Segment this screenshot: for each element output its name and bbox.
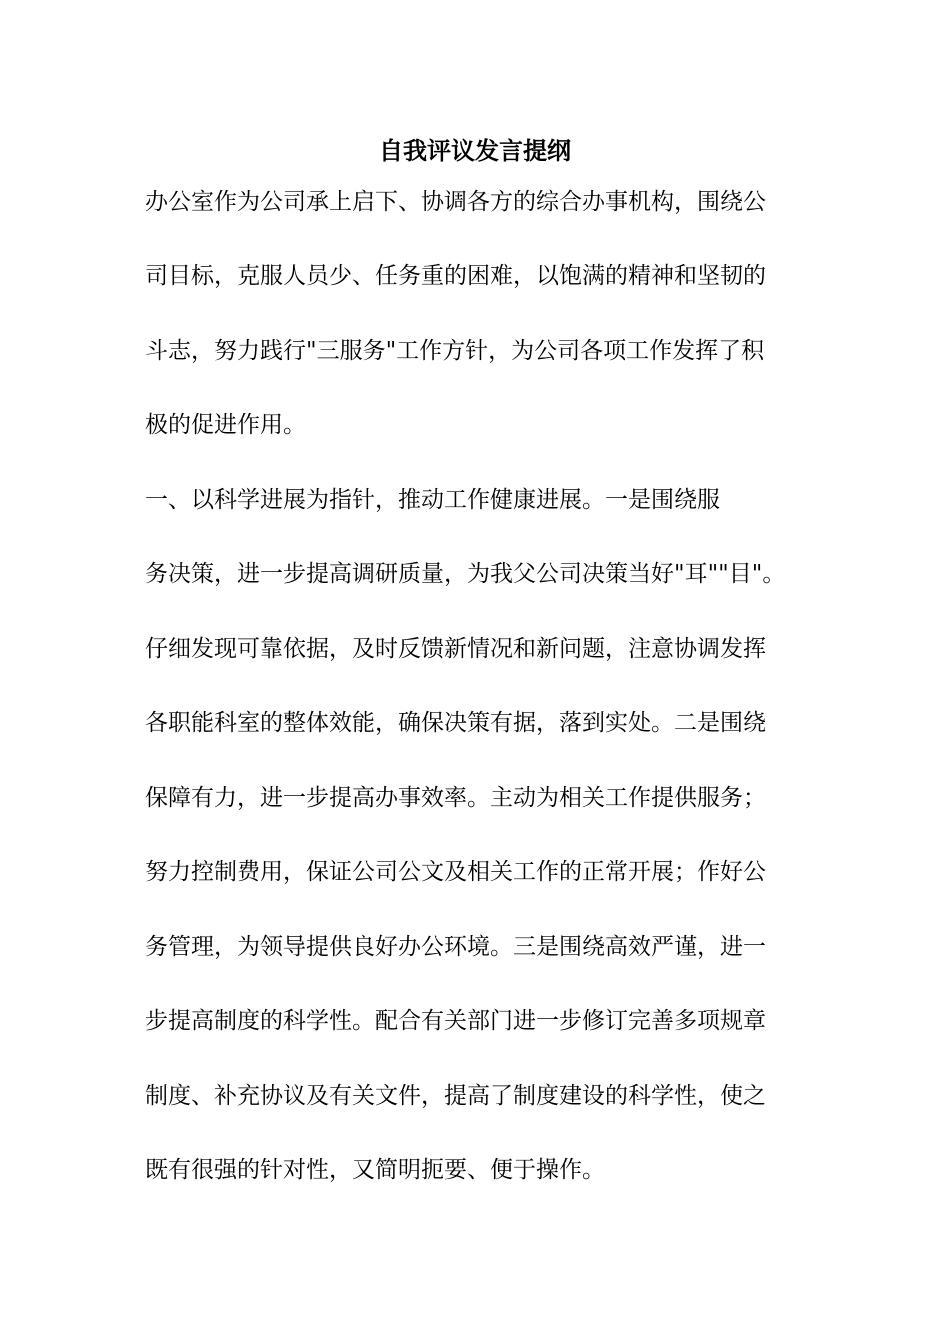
paragraph-line: 仔细发现可靠依据，及时反馈新情况和新问题，注意协调发挥 <box>145 636 766 662</box>
paragraph-line: 制度、补充协议及有关文件，提高了制度建设的科学性，使之 <box>145 1083 766 1109</box>
paragraph-line: 极的促进作用。 <box>145 412 306 438</box>
paragraph-line: 既有很强的针对性，又简明扼要、便于操作。 <box>145 1157 605 1183</box>
paragraph-line: 一、以科学进展为指针，推动工作健康进展。一是围绕服 <box>145 487 720 513</box>
paragraph-line: 斗志，努力践行"三服务"工作方针，为公司各项工作发挥了积 <box>145 338 765 364</box>
paragraph-line: 保障有力，进一步提高办事效率。主动为相关工作提供服务； <box>145 785 766 811</box>
paragraph-line: 务决策，进一步提高调研质量，为我父公司决策当好"耳""目"。 <box>145 561 786 587</box>
document-title: 自我评议发言提纲 <box>379 136 571 165</box>
paragraph-line: 办公室作为公司承上启下、协调各方的综合办事机构，围绕公 <box>145 189 766 215</box>
paragraph-line: 步提高制度的科学性。配合有关部门进一步修订完善多项规章 <box>145 1008 766 1034</box>
paragraph-line: 务管理，为领导提供良好办公环境。三是围绕高效严谨，进一 <box>145 934 766 960</box>
paragraph-line: 各职能科室的整体效能，确保决策有据，落到实处。二是围绕 <box>145 710 766 736</box>
paragraph-line: 司目标，克服人员少、任务重的困难，以饱满的精神和坚韧的 <box>145 263 766 289</box>
paragraph-line: 努力控制费用，保证公司公文及相关工作的正常开展；作好公 <box>145 859 766 885</box>
